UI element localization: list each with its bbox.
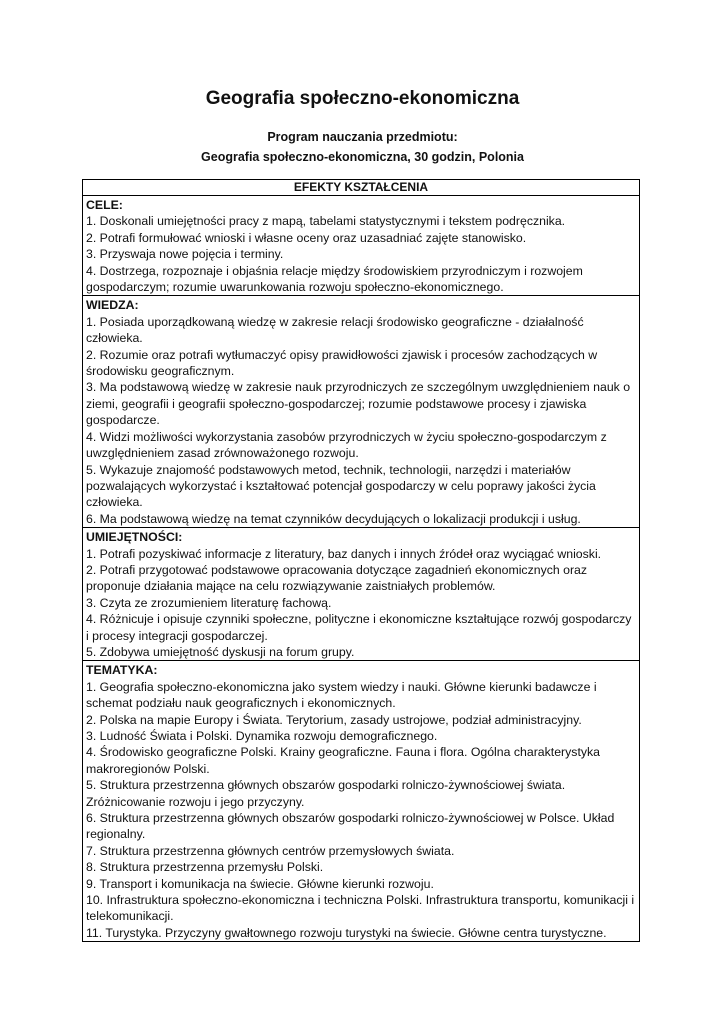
list-item: 4. Różnicuje i opisuje czynniki społeczne, polityczne i ekonomiczne kształtujące rozwój gospodarczy i procesy integracji gospodarczej.: [86, 612, 632, 643]
course-subtitle: Geografia społeczno-ekonomiczna, 30 godzin, Polonia: [201, 150, 524, 164]
section-tematyka: [83, 661, 639, 941]
list-item: 5. Struktura przestrzenna głównych obszarów gospodarki rolniczo-żywnościowej świata. Zróżnicowanie rozwoju i jego przyczyny.: [86, 778, 566, 809]
list-item: 4. Widzi możliwości wykorzystania zasobów przyrodniczych w życiu społeczno-gospodarczym z uwzględnieniem zasad zrównoważonego rozwoju.: [86, 429, 607, 461]
document-title: Geografia społeczno-ekonomiczna: [205, 88, 520, 109]
list-item: 6. Ma podstawową wiedzę na temat czynników decydujących o lokalizacji produkcji i usług.: [86, 511, 581, 526]
list-item: 2. Potrafi przygotować podstawowe opracowania dotyczące zagadnień ekonomicznych oraz proponuje działania mające na celu rozwiązywanie zaistniałych problemów.: [86, 562, 588, 594]
list-item: 11. Turystyka. Przyczyny gwałtownego rozwoju turystyki na świecie. Główne centra turystyczne.: [86, 925, 607, 940]
list-item: 6. Struktura przestrzenna głównych obszarów gospodarki rolniczo-żywnościowej w Polsce. Układ regionalny.: [86, 811, 615, 842]
list-item: 10. Infrastruktura społeczno-ekonomiczna i techniczna Polski. Infrastruktura transportu, komunikacji i telekomunikacji.: [86, 893, 635, 924]
list-item: 4. Dostrzega, rozpoznaje i objaśnia relacje między środowiskiem przyrodniczym i rozwojem gospodarczym; rozumie uwarunkowania rozwoju społeczno-ekonomicznego.: [86, 263, 583, 295]
list-item: 1. Potrafi pozyskiwać informacje z literatury, baz danych i innych źródeł oraz wyciągać wnioski.: [86, 546, 602, 561]
list-item: 9. Transport i komunikacja na świecie. Główne kierunki rozwoju.: [86, 876, 434, 891]
list-item: 5. Wykazuje znajomość podstawowych metod, technik, technologii, narzędzi i materiałów pozwalających wykorzystać i kształtować potencjał gospodarczy w celu poprawy jakości życia człowieka.: [86, 462, 596, 510]
list-item: 2. Potrafi formułować wnioski i własne oceny oraz uzasadniać zajęte stanowisko.: [86, 230, 527, 245]
program-subtitle: Program nauczania przedmiotu:: [267, 130, 458, 144]
list-item: 7. Struktura przestrzenna głównych centrów przemysłowych świata.: [86, 843, 455, 858]
table-header: EFEKTY KSZTAŁCENIA: [83, 180, 639, 196]
section-wiedza: [83, 296, 639, 528]
list-item: 1. Posiada uporządkowaną wiedzę w zakresie relacji środowisko geograficzne - działalność człowieka.: [86, 314, 584, 346]
list-item: 3. Czyta ze zrozumieniem literaturę fachową.: [86, 595, 332, 610]
section-title: WIEDZA:: [86, 298, 139, 313]
list-item: 1. Doskonali umiejętności pracy z mapą, tabelami statystycznymi i tekstem podręcznika.: [86, 214, 566, 229]
section-title: TEMATYKA:: [86, 663, 158, 678]
section-title: CELE:: [86, 198, 123, 212]
list-item: 8. Struktura przestrzenna przemysłu Polski.: [86, 860, 324, 875]
list-item: 4. Środowisko geograficzne Polski. Krainy geograficzne. Fauna i flora. Ogólna charakterystyka makroregionów Polski.: [86, 745, 600, 776]
list-item: 3. Przyswaja nowe pojęcia i terminy.: [86, 247, 284, 262]
list-item: 3. Ma podstawową wiedzę w zakresie nauk przyrodniczych ze szczególnym uwzględnieniem nauk o ziemi, geografii i geografii społeczno-gospodarczej; rozumie podstawowe procesy i zjawiska gospodarcze.: [86, 380, 631, 428]
list-item: 1. Geografia społeczno-ekonomiczna jako system wiedzy i nauki. Główne kierunki badawcze i schemat podziału nauk geograficznych i ekonomicznych.: [86, 679, 597, 711]
learning-outcomes-table: [82, 179, 640, 942]
section-cele: [83, 196, 639, 296]
list-item: 2. Polska na mapie Europy i Świata. Terytorium, zasady ustrojowe, podział administracyjny.: [86, 712, 582, 727]
list-item: 3. Ludność Świata i Polski. Dynamika rozwoju demograficznego.: [86, 729, 438, 743]
list-item: 5. Zdobywa umiejętność dyskusji na forum grupy.: [86, 644, 355, 659]
list-item: 2. Rozumie oraz potrafi wytłumaczyć opisy prawidłowości zjawisk i procesów zachodzących w środowisku geograficznym.: [86, 347, 598, 379]
section-title: UMIEJĘTNOŚCI:: [86, 530, 183, 545]
section-umiejetnosci: [83, 528, 639, 661]
